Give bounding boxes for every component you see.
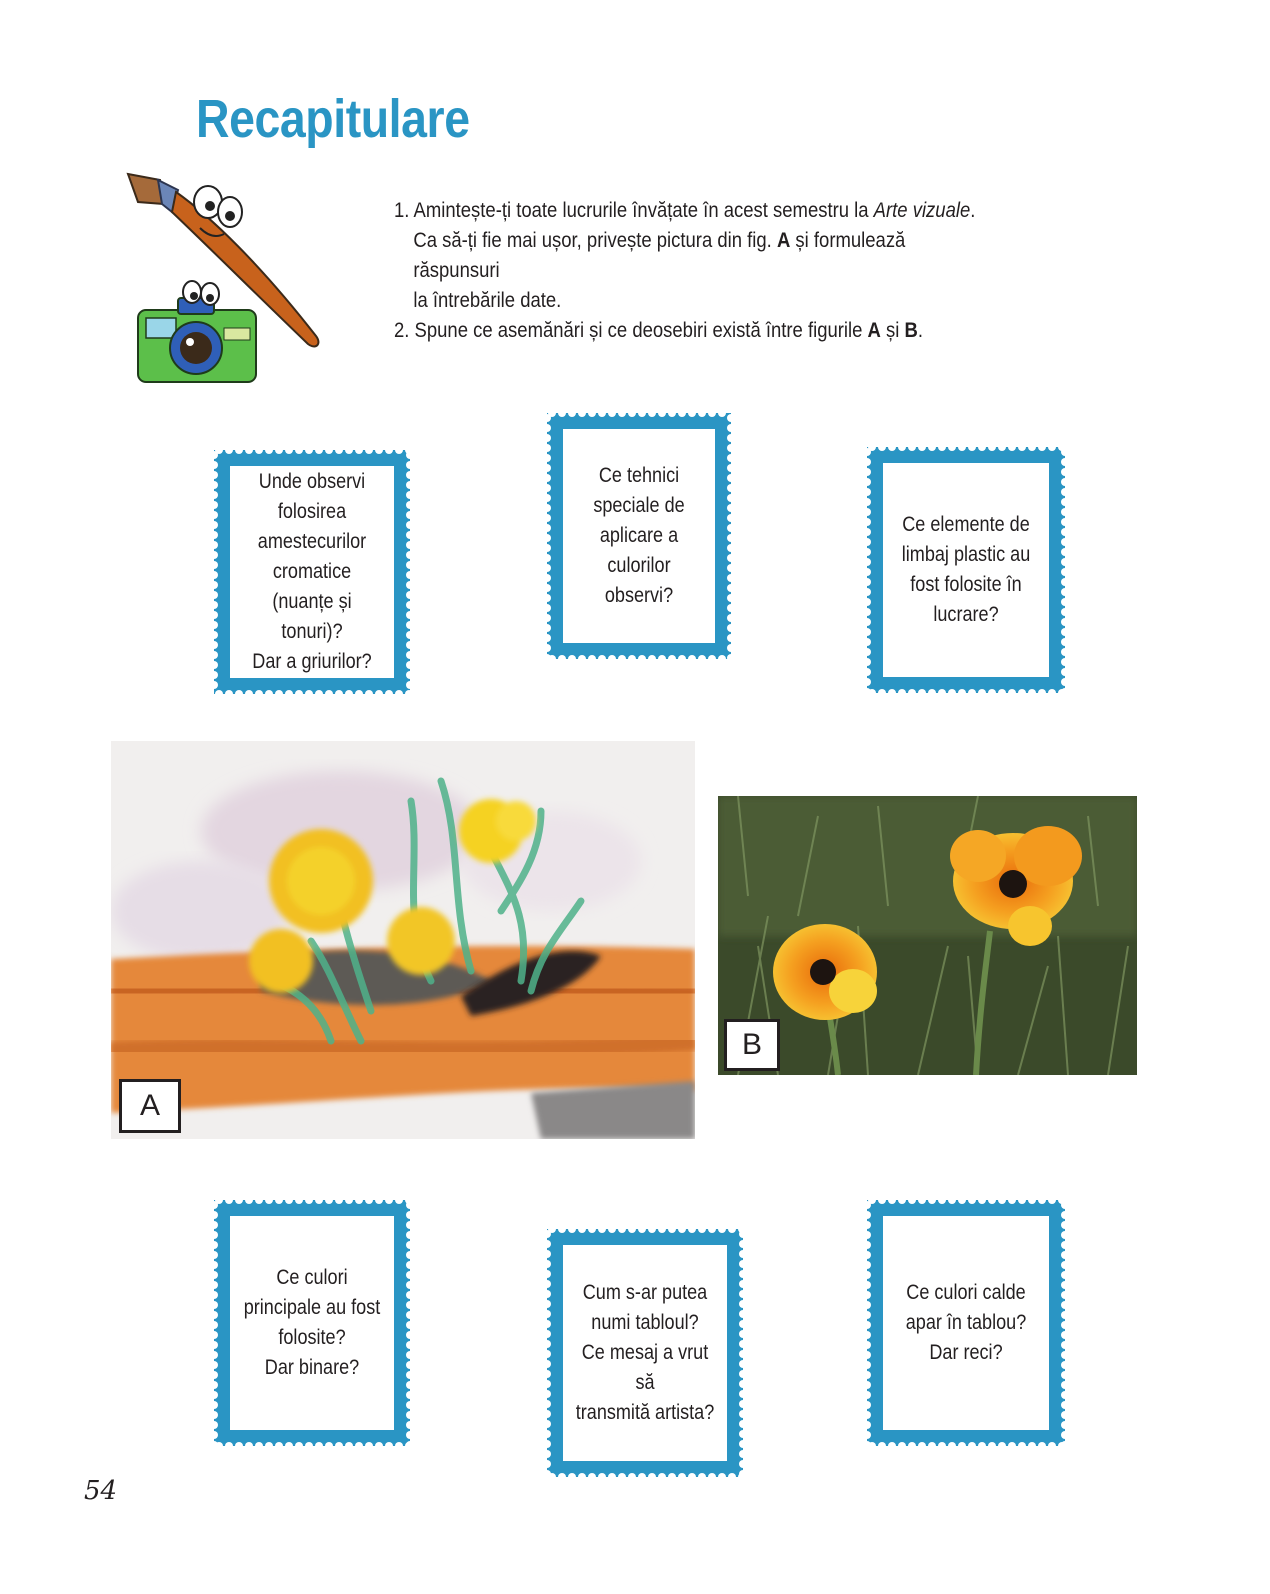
instruction-1: 1. Amintește-ți toate lucrurile învățate în acest semestru la Arte vizuale. Ca să-ți fie mai ușor, privește pictura din fig. A și formulează răspunsuri la întrebările date. <box>394 199 976 312</box>
question-text: Ce culori calde apar în tablou? Dar reci? <box>905 1281 1027 1364</box>
question-text: Unde observi folosirea amestecurilor cromatice (nuanțe și tonuri)? Dar a griurilor? <box>252 470 372 673</box>
instructions <box>394 196 992 346</box>
question-stamp-1 <box>208 444 416 700</box>
mascot-illustration <box>120 168 340 398</box>
page-title: Recapitulare <box>196 89 470 149</box>
question-stamp-3 <box>861 441 1071 699</box>
question-stamp-4 <box>208 1194 416 1452</box>
watercolor-painting <box>111 741 695 1139</box>
question-stamp-2 <box>541 407 737 665</box>
question-text: Ce elemente de limbaj plastic au fost folosite în lucrare? <box>901 513 1031 626</box>
question-text: Ce culori principale au fost folosite? Dar binare? <box>243 1266 381 1379</box>
tulip-photo <box>718 796 1137 1075</box>
camera-mascot-icon <box>138 281 256 382</box>
instruction-2: 2. Spune ce asemănări și ce deosebiri există între figurile A și B. <box>394 319 924 342</box>
page-number: 54 <box>84 1476 118 1506</box>
question-stamp-6 <box>861 1194 1071 1452</box>
figure-b-photo <box>718 796 1137 1075</box>
question-stamp-5 <box>541 1223 749 1483</box>
question-text: Ce tehnici speciale de aplicare a culorilor observi? <box>593 464 685 607</box>
figure-a-label: A <box>119 1079 181 1133</box>
figure-b-label: B <box>724 1019 780 1071</box>
question-text: Cum s-ar putea numi tabloul? Ce mesaj a vrut să transmită artista? <box>575 1281 715 1424</box>
figure-a-painting <box>111 741 695 1139</box>
